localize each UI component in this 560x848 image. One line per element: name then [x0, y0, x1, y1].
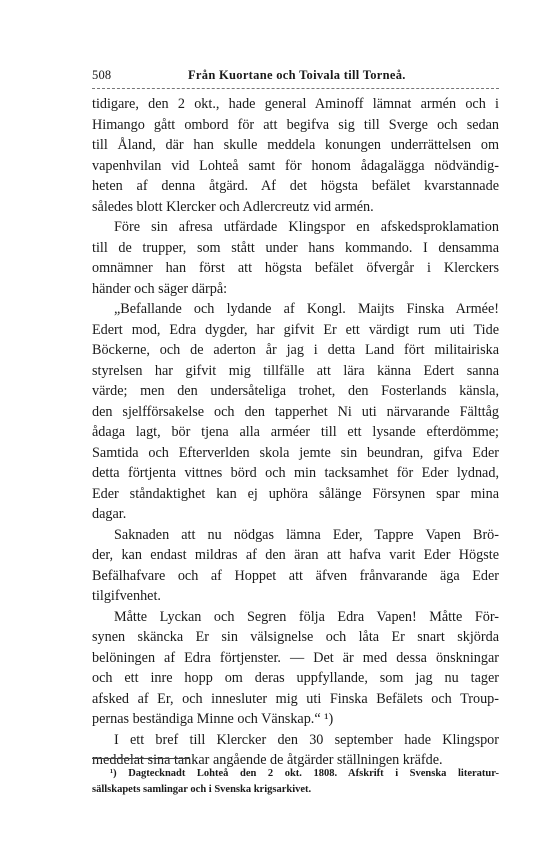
text-line: och ett inre hopp om deras uppfyllande, som jag nu tager: [92, 670, 499, 686]
text-line: den sjelfförsakelse och den tapperhet Ni uti närvarande Fälttåg: [92, 403, 499, 420]
text-line: Måtte Lyckan och Segren följa Edra Vapen! Måtte För-: [114, 608, 499, 625]
page-number: 508: [92, 68, 112, 82]
text-line: Befälhafvare och af Hoppet att äfven frånvarande äga Eder: [92, 567, 499, 584]
text-line: Böckerne, och de aderton år jag i detta Land fört militairiska: [92, 342, 499, 358]
text-line: Eder ståndaktighet kan ej uphöra sålänge Försynen spar mina: [92, 485, 499, 502]
text-line: värde; men den undersåteliga trohet, den Fosterlands känsla,: [92, 383, 499, 399]
text-line: meddelat sina tankar angående de åtgärder ställningen kräfde.: [92, 752, 443, 768]
text-line: händer och säger därpå:: [92, 280, 228, 297]
footnote-rule: [92, 758, 190, 759]
page-header: [92, 68, 499, 86]
text-line: omnämner han först att högsta befälet öfvergår i Klerckers: [92, 260, 499, 276]
text-line: vapenhvilan vid Lohteå samt för honom ådagalägga nödvändig-: [92, 157, 499, 174]
footnote-line: ¹) Dagtecknadt Lohteå den 2 okt. 1808. Afskrift i Svenska literatur-: [110, 768, 499, 779]
body-text: [92, 94, 499, 771]
text-line: Före sin afresa utfärdade Klingspor en afskedsproklamation: [114, 219, 499, 235]
text-line: der, kan endast mildras af den äran att hafva varit Eder Högste: [92, 547, 499, 563]
text-line: belöningen af Edra förtjenster. — Det är med dessa önskningar: [92, 649, 499, 666]
text-line: till de trupper, som stått under hans kommando. I densamma: [92, 239, 499, 256]
text-line: „Befallande och lydande af Kongl. Maijts Finska Armée!: [114, 301, 499, 317]
text-line: tidigare, den 2 okt., hade general Aminoff lämnat armén och i: [92, 96, 499, 112]
running-head: Från Kuortane och Toivala till Torneå.: [188, 68, 406, 82]
text-line: detta förtjenta vittnes börd och min tacksamhet för Eder lydnad,: [92, 465, 499, 481]
text-line: Himango gått ombord för att begifva sig till Sverge och sedan: [92, 116, 499, 133]
text-line: afsked af Er, och innesluter mig uti Finska Befälets och Troup-: [92, 690, 499, 707]
text-line: dagar.: [92, 506, 127, 522]
text-line: tilgifvenhet.: [92, 588, 161, 604]
text-line: styrelsen har gifvit mig tillfälle att lära känna Edert sanna: [92, 362, 499, 379]
text-line: synen skäncka Er sin välsignelse och låta Er snart skjörda: [92, 629, 499, 645]
text-line: Edert mod, Edra dygder, har gifvit Er ett värdigt rum uti Tide: [92, 321, 499, 338]
text-line: pernas beständiga Minne och Vänskap.“ ¹): [92, 711, 334, 727]
text-line: således blott Klercker och Adlercreutz vid armén.: [92, 198, 374, 215]
text-line: till Åland, där han skulle meddela konungen underrättelsen om: [92, 137, 499, 153]
text-line: heten af denna åtgärd. Af det högsta befälet kvarstannade: [92, 178, 499, 194]
text-line: I ett bref till Klercker den 30 september hade Klingspor: [114, 731, 499, 748]
text-line: Saknaden att nu nödgas lämna Eder, Tappre Vapen Brö-: [114, 526, 499, 543]
footnotes: [92, 766, 499, 798]
header-rule: [92, 88, 499, 89]
footnote-line: sällskapets samlingar och i Svenska krigsarkivet.: [92, 784, 312, 795]
text-line: ådaga lagt, bör tjena alla arméer till ett lysande efterdömme;: [92, 424, 499, 440]
text-line: Samtida och Efterverlden skola jemte sin beundran, gifva Eder: [92, 444, 499, 461]
